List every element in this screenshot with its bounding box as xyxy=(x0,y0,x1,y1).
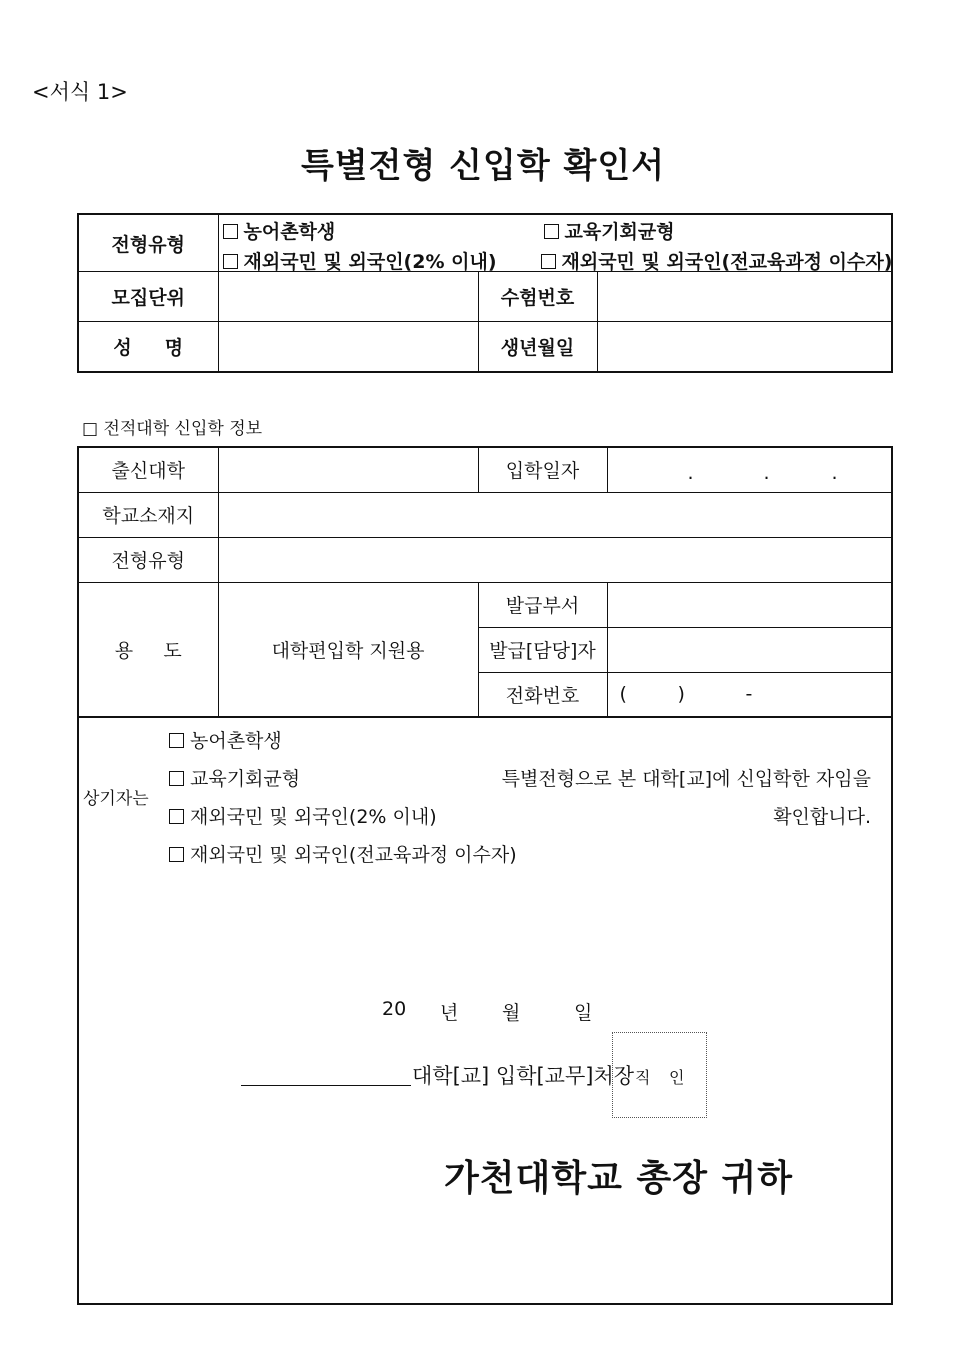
phone-field[interactable]: ( ) - xyxy=(607,672,892,717)
issuing-office: 대학[교] 입학[교무]처장 xyxy=(412,1064,635,1088)
table-row xyxy=(78,322,892,372)
school-field[interactable] xyxy=(218,447,478,492)
date-day-unit: 일 xyxy=(574,1002,593,1024)
unit-field[interactable] xyxy=(218,272,478,322)
table-row xyxy=(78,537,892,582)
applicant-info-table xyxy=(77,213,893,373)
confirmation-area xyxy=(77,718,893,1305)
date-year-unit: 년 xyxy=(440,1002,459,1024)
above-person-label: 상기자는 xyxy=(83,789,149,809)
birth-field[interactable] xyxy=(597,322,892,372)
seal-box xyxy=(612,1032,707,1118)
unit-label: 모집단위 xyxy=(78,272,218,322)
confirm-check-opportunity[interactable]: 교육기회균형 xyxy=(169,764,300,791)
statement-line-2: 확인합니다. xyxy=(773,806,871,828)
birth-label: 생년월일 xyxy=(478,322,597,372)
checkbox-icon[interactable] xyxy=(544,224,559,239)
checkbox-icon[interactable] xyxy=(541,254,556,269)
option-rural[interactable]: 농어촌학생 xyxy=(223,217,336,244)
statement-line-1: 특별전형으로 본 대학[교]에 신입학한 자임을 xyxy=(501,768,871,790)
school-label: 출신대학 xyxy=(78,447,218,492)
prev-type-label: 전형유형 xyxy=(78,537,218,582)
confirm-check-rural[interactable]: 농어촌학생 xyxy=(169,726,282,753)
type-label: 전형유형 xyxy=(78,214,218,272)
option-opportunity[interactable]: 교육기회균형 xyxy=(544,217,675,244)
location-field[interactable] xyxy=(218,492,892,537)
table-row xyxy=(78,447,892,492)
officer-field[interactable] xyxy=(607,627,892,672)
form-number: <서식 1> xyxy=(32,80,128,104)
admit-date-field[interactable]: . . . xyxy=(607,447,892,492)
phone-label: 전화번호 xyxy=(478,672,607,717)
checkbox-icon[interactable] xyxy=(169,733,184,748)
document-title: 특별전형 신입학 확인서 xyxy=(300,146,666,186)
name-field[interactable] xyxy=(218,322,478,372)
exam-no-field[interactable] xyxy=(597,272,892,322)
purpose-value: 대학편입학 지원용 xyxy=(218,582,478,717)
option-overseas-2pct[interactable]: 재외국민 및 외국인(2% 이내) xyxy=(223,247,497,274)
option-overseas-full[interactable]: 재외국민 및 외국인(전교육과정 이수자) xyxy=(541,247,893,274)
table-row xyxy=(78,492,892,537)
confirm-check-overseas-full[interactable]: 재외국민 및 외국인(전교육과정 이수자) xyxy=(169,840,517,867)
checkbox-icon[interactable] xyxy=(223,254,238,269)
prev-section-label: □ 전적대학 신입학 정보 xyxy=(82,419,263,439)
date-month-unit: 월 xyxy=(502,1002,521,1024)
name-label: 성 명 xyxy=(78,322,218,372)
table-row xyxy=(78,582,892,627)
dept-label: 발급부서 xyxy=(478,582,607,627)
officer-label: 발급[담당]자 xyxy=(478,627,607,672)
location-label: 학교소재지 xyxy=(78,492,218,537)
type-options xyxy=(218,214,892,272)
table-row xyxy=(78,272,892,322)
dept-field[interactable] xyxy=(607,582,892,627)
admit-date-label: 입학일자 xyxy=(478,447,607,492)
date-year: 20 xyxy=(382,998,407,1020)
confirm-check-overseas-2pct[interactable]: 재외국민 및 외국인(2% 이내) xyxy=(169,802,437,829)
signature-line[interactable] xyxy=(241,1085,411,1086)
checkbox-icon[interactable] xyxy=(223,224,238,239)
checkbox-icon[interactable] xyxy=(169,771,184,786)
seal-char-2: 인 xyxy=(669,1068,685,1087)
prev-type-field[interactable] xyxy=(218,537,892,582)
addressee: 가천대학교 총장 귀하 xyxy=(444,1158,794,1199)
checkbox-icon[interactable] xyxy=(169,847,184,862)
purpose-label: 용 도 xyxy=(78,582,218,717)
table-row xyxy=(78,214,892,272)
prev-university-table xyxy=(77,446,893,718)
checkbox-icon[interactable] xyxy=(169,809,184,824)
seal-char-1: 직 xyxy=(635,1068,651,1087)
exam-no-label: 수험번호 xyxy=(478,272,597,322)
